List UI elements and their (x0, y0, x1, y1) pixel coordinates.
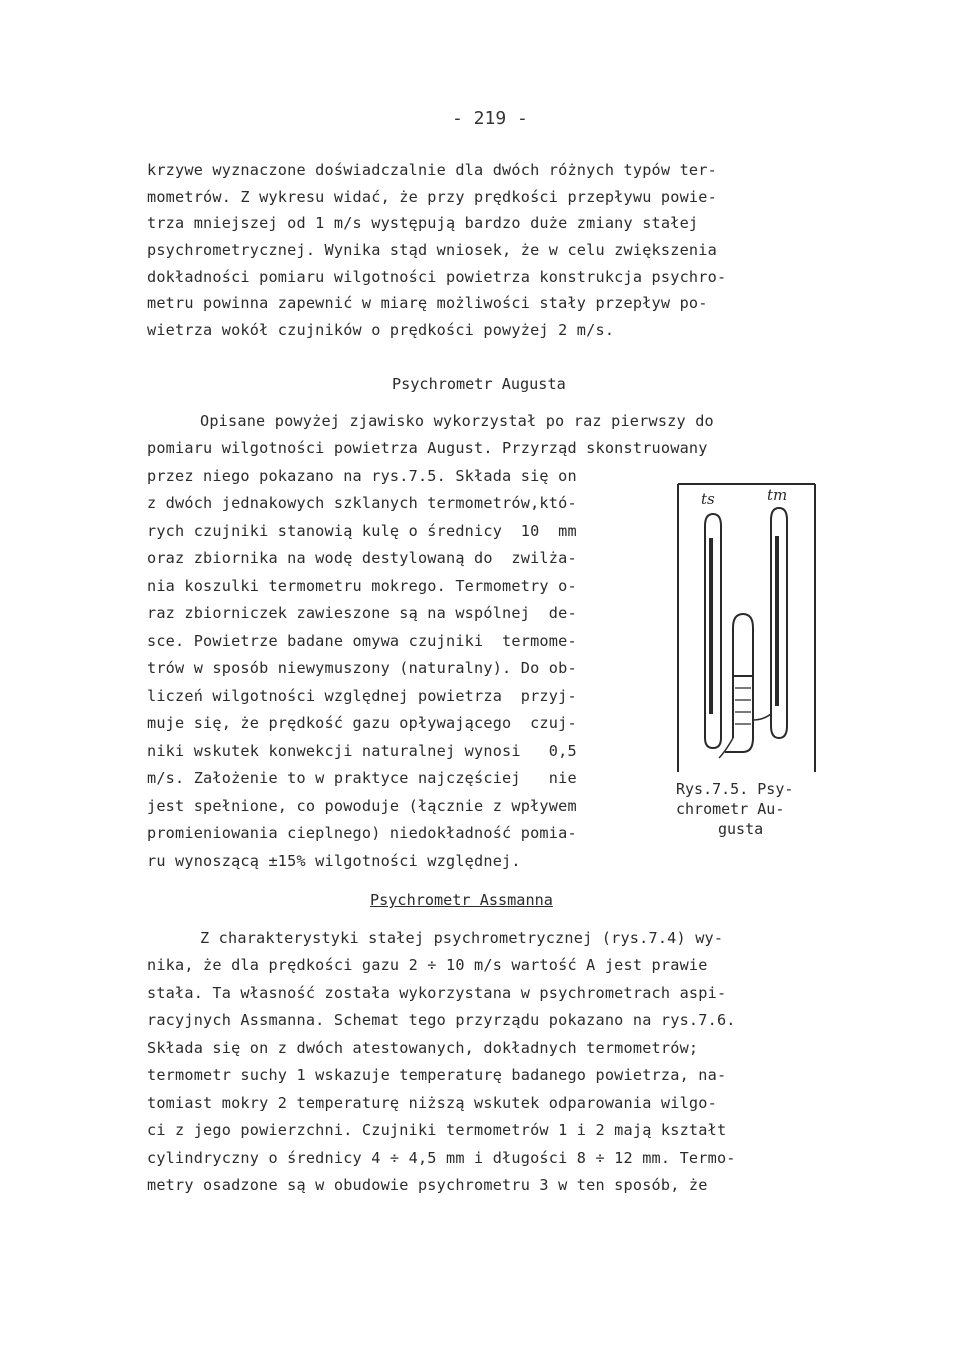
label-ts: ts (701, 490, 715, 508)
text-line: Opisane powyżej zjawisko wykorzystał po raz pierwszy do (200, 412, 714, 430)
text-line: cylindryczny o średnicy 4 ÷ 4,5 mm i długości 8 ÷ 12 mm. Termo- (147, 1149, 736, 1167)
text-line: Z charakterystyki stałej psychrometrycznej (rys.7.4) wy- (200, 929, 724, 947)
psychrometer-augusta-figure (675, 476, 825, 776)
text-line: tomiast mokry 2 temperaturę niższą wskutek odparowania wilgo- (147, 1094, 717, 1112)
page-number: - 219 - (452, 108, 528, 129)
label-tm: tm (767, 486, 788, 504)
text-line: metru powinna zapewnić w miarę możliwości stały przepływ po- (147, 294, 708, 312)
text-line: przez niego pokazano na rys.7.5. Składa się on (147, 467, 577, 485)
text-line: niki wskutek konwekcji naturalnej wynosi 0,5 (147, 742, 577, 760)
text-line: jest spełnione, co powoduje (łącznie z wpływem (147, 797, 577, 815)
text-line: stała. Ta własność została wykorzystana w psychrometrach aspi- (147, 984, 727, 1002)
text-line: mometrów. Z wykresu widać, że przy prędkości przepływu powie- (147, 188, 717, 206)
text-line: pomiaru wilgotności powietrza August. Przyrząd skonstruowany (147, 439, 708, 457)
text-line: m/s. Założenie to w praktyce najczęściej nie (147, 769, 577, 787)
text-line: rych czujniki stanowią kulę o średnicy 10 mm (147, 522, 577, 540)
text-line: racyjnych Assmanna. Schemat tego przyrządu pokazano na rys.7.6. (147, 1011, 736, 1029)
text-line: metry osadzone są w obudowie psychrometru 3 w ten sposób, że (147, 1176, 708, 1194)
text-line: Składa się on z dwóch atestowanych, dokładnych termometrów; (147, 1039, 699, 1057)
caption-line: gusta (718, 820, 764, 838)
text-line: ru wynoszącą ±15% wilgotności względnej. (147, 852, 521, 870)
text-line: trza mniejszej od 1 m/s występują bardzo duże zmiany stałej (147, 214, 699, 232)
text-line: liczeń wilgotności względnej powietrza przyj- (147, 687, 577, 705)
text-line: trów w sposób niewymuszony (naturalny). Do ob- (147, 659, 577, 677)
text-line: nia koszulki termometru mokrego. Termometry o- (147, 577, 577, 595)
text-line: oraz zbiornika na wodę destylowaną do zwilża- (147, 549, 577, 567)
text-line: ci z jego powierzchni. Czujniki termometrów 1 i 2 mają kształt (147, 1121, 727, 1139)
text-line: nika, że dla prędkości gazu 2 ÷ 10 m/s wartość A jest prawie (147, 956, 708, 974)
caption-line: Rys.7.5. Psy- (676, 780, 794, 798)
text-line: promieniowania cieplnego) niedokładność pomia- (147, 824, 577, 842)
section-heading-august: Psychrometr Augusta (392, 375, 566, 393)
section-heading-assmann: Psychrometr Assmanna (370, 891, 553, 909)
caption-line: chrometr Au- (676, 800, 785, 818)
text-line: psychrometrycznej. Wynika stąd wniosek, że w celu zwiększenia (147, 241, 717, 259)
text-line: termometr suchy 1 wskazuje temperaturę badanego powietrza, na- (147, 1066, 727, 1084)
text-line: z dwóch jednakowych szklanych termometrów,któ- (147, 494, 577, 512)
text-line: sce. Powietrze badane omywa czujniki termome- (147, 632, 577, 650)
text-line: wietrza wokół czujników o prędkości powyżej 2 m/s. (147, 321, 615, 339)
text-line: krzywe wyznaczone doświadczalnie dla dwóch różnych typów ter- (147, 161, 717, 179)
text-line: dokładności pomiaru wilgotności powietrza konstrukcja psychro- (147, 268, 727, 286)
text-line: muje się, że prędkość gazu opływającego czuj- (147, 714, 577, 732)
text-line: raz zbiorniczek zawieszone są na wspólnej de- (147, 604, 577, 622)
